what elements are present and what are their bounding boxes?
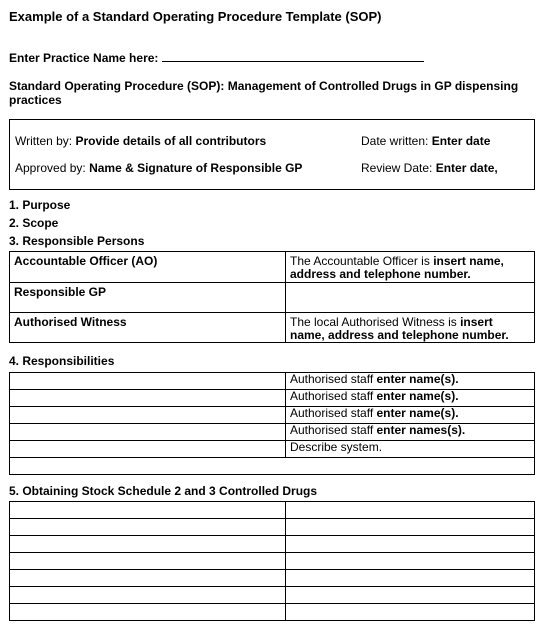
table-row bbox=[10, 519, 535, 536]
responsibility-value[interactable]: Describe system. bbox=[286, 441, 535, 458]
written-by: Written by: Provide details of all contributors bbox=[15, 134, 267, 148]
ao-label: Accountable Officer (AO) bbox=[10, 252, 286, 283]
responsibility-blank-row[interactable] bbox=[10, 458, 535, 475]
table-row bbox=[10, 536, 535, 553]
responsible-persons-table bbox=[9, 251, 535, 343]
table-row bbox=[10, 441, 535, 458]
table-row bbox=[10, 407, 535, 424]
table-row bbox=[10, 424, 535, 441]
date-written: Date written: Enter date bbox=[361, 134, 491, 148]
stock-cell[interactable] bbox=[286, 502, 535, 519]
stock-cell[interactable] bbox=[286, 553, 535, 570]
section-responsible-persons: 3. Responsible Persons bbox=[9, 234, 145, 248]
aw-label: Authorised Witness bbox=[10, 313, 286, 343]
section-scope: 2. Scope bbox=[9, 216, 59, 230]
stock-cell[interactable] bbox=[286, 604, 535, 621]
table-row bbox=[10, 553, 535, 570]
document-info-box bbox=[9, 119, 535, 190]
obtaining-stock-table bbox=[9, 501, 535, 621]
review-date: Review Date: Enter date, bbox=[361, 161, 498, 175]
stock-cell[interactable] bbox=[286, 536, 535, 553]
table-row bbox=[10, 390, 535, 407]
stock-cell[interactable] bbox=[10, 519, 286, 536]
table-row bbox=[10, 587, 535, 604]
responsibility-value[interactable]: Authorised staff enter name(s). bbox=[286, 407, 535, 424]
table-row bbox=[10, 502, 535, 519]
responsibility-value[interactable]: Authorised staff enter names(s). bbox=[286, 424, 535, 441]
section-purpose: 1. Purpose bbox=[9, 198, 71, 212]
stock-cell[interactable] bbox=[10, 587, 286, 604]
section-obtaining-stock: 5. Obtaining Stock Schedule 2 and 3 Controlled Drugs bbox=[9, 484, 318, 498]
section-responsibilities: 4. Responsibilities bbox=[9, 354, 115, 368]
stock-cell[interactable] bbox=[10, 553, 286, 570]
stock-cell[interactable] bbox=[286, 519, 535, 536]
gp-label: Responsible GP bbox=[10, 283, 286, 313]
practice-name-field bbox=[9, 50, 424, 65]
aw-value-cell[interactable]: The local Authorised Witness is insert name, address and telephone number. bbox=[286, 313, 535, 343]
stock-cell[interactable] bbox=[286, 570, 535, 587]
stock-cell[interactable] bbox=[10, 536, 286, 553]
responsibility-cell[interactable] bbox=[10, 407, 286, 424]
practice-name-line[interactable] bbox=[162, 50, 424, 62]
responsibility-cell[interactable] bbox=[10, 424, 286, 441]
gp-value-cell[interactable] bbox=[286, 283, 535, 313]
stock-cell[interactable] bbox=[10, 502, 286, 519]
table-row bbox=[10, 252, 535, 283]
practice-name-label: Enter Practice Name here: bbox=[9, 51, 159, 65]
stock-cell[interactable] bbox=[286, 587, 535, 604]
stock-cell[interactable] bbox=[10, 604, 286, 621]
ao-value-cell[interactable]: The Accountable Officer is insert name, address and telephone number. bbox=[286, 252, 535, 283]
table-row bbox=[10, 313, 535, 343]
sop-heading: Standard Operating Procedure (SOP): Management of Controlled Drugs in GP dispensing practices bbox=[9, 79, 519, 107]
table-row bbox=[10, 604, 535, 621]
responsibility-value[interactable]: Authorised staff enter name(s). bbox=[286, 373, 535, 390]
responsibility-cell[interactable] bbox=[10, 390, 286, 407]
table-row bbox=[10, 570, 535, 587]
stock-cell[interactable] bbox=[10, 570, 286, 587]
table-row bbox=[10, 458, 535, 475]
responsibility-cell[interactable] bbox=[10, 373, 286, 390]
page-title: Example of a Standard Operating Procedure Template (SOP) bbox=[9, 9, 382, 24]
responsibility-value[interactable]: Authorised staff enter name(s). bbox=[286, 390, 535, 407]
approved-by: Approved by: Name & Signature of Responsible GP bbox=[15, 161, 303, 175]
table-row bbox=[10, 373, 535, 390]
table-row bbox=[10, 283, 535, 313]
responsibilities-table bbox=[9, 372, 535, 475]
responsibility-cell[interactable] bbox=[10, 441, 286, 458]
